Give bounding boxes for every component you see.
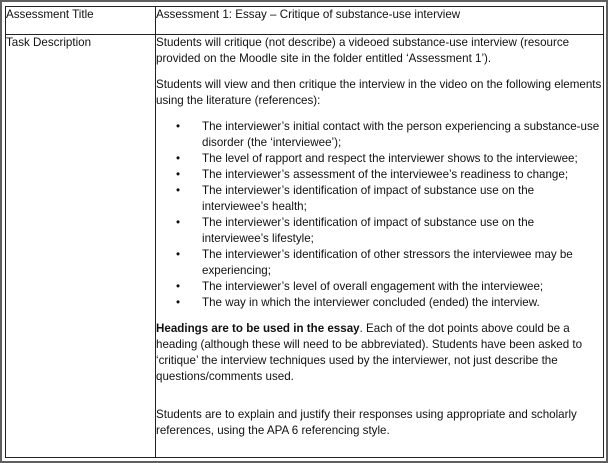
- critique-points-list: [156, 119, 603, 311]
- headings-emphasis: Headings are to be used in the essay: [156, 322, 360, 335]
- bullet-icon: •: [176, 184, 181, 197]
- spacer: [156, 395, 603, 407]
- list-item: [156, 167, 603, 183]
- list-item-text: The interviewer’s level of overall engagement with the interviewee;: [202, 280, 544, 293]
- list-item-text: The level of rapport and respect the interviewer shows to the interviewee;: [202, 152, 578, 165]
- list-item-text: The interviewer’s identification of impact of substance use on the interviewee’s lifestyle;: [202, 216, 535, 245]
- list-item: [156, 119, 603, 151]
- list-item-text: The interviewer’s initial contact with the person experiencing a substance-use disorder (the ‘interviewee’);: [202, 120, 600, 149]
- intro-paragraph: Students will critique (not describe) a videoed substance-use interview (resource provided on the Moodle site in the folder entitled ‘Assessment 1’).: [156, 36, 570, 65]
- task-description-body: [156, 35, 604, 458]
- assessment-table: [5, 6, 604, 458]
- list-item: [156, 279, 603, 295]
- bullet-icon: •: [176, 296, 181, 309]
- bullet-icon: •: [176, 280, 181, 293]
- list-item: [156, 151, 603, 167]
- table-row-task: [6, 35, 604, 458]
- assessment-title-value: Assessment 1: Essay – Critique of substance-use interview: [156, 7, 604, 35]
- bullet-icon: •: [176, 152, 181, 165]
- table-row-title: [6, 7, 604, 35]
- assessment-title-label: Assessment Title: [6, 7, 156, 35]
- list-item: [156, 183, 603, 215]
- list-item: [156, 247, 603, 279]
- closing-paragraph: Students are to explain and justify their responses using appropriate and scholarly references, using the APA 6 referencing style.: [156, 408, 577, 437]
- list-item-text: The interviewer’s assessment of the interviewee’s readiness to change;: [202, 168, 569, 181]
- list-item-text: The interviewer’s identification of other stressors the interviewee may be experiencing;: [202, 248, 573, 277]
- bullet-icon: •: [176, 168, 181, 181]
- task-description-label: Task Description: [6, 35, 156, 458]
- headings-paragraph: [156, 321, 603, 385]
- list-item: [156, 215, 603, 247]
- list-item-text: The way in which the interviewer concluded (ended) the interview.: [202, 296, 540, 309]
- list-item-text: The interviewer’s identification of impact of substance use on the interviewee’s health;: [202, 184, 535, 213]
- list-item: [156, 295, 603, 311]
- bullet-icon: •: [176, 216, 181, 229]
- lead-paragraph: Students will view and then critique the interview in the video on the following elements using the literature (references):: [156, 78, 602, 107]
- bullet-icon: •: [176, 120, 181, 133]
- headings-rest: . Each of the dot points above could be a heading (although these will need to be abbreviated). Students have been asked to ‘critique’ the interview techniques used by the interviewer, not just describe the questions/comments used.: [156, 322, 583, 383]
- bullet-icon: •: [176, 248, 181, 261]
